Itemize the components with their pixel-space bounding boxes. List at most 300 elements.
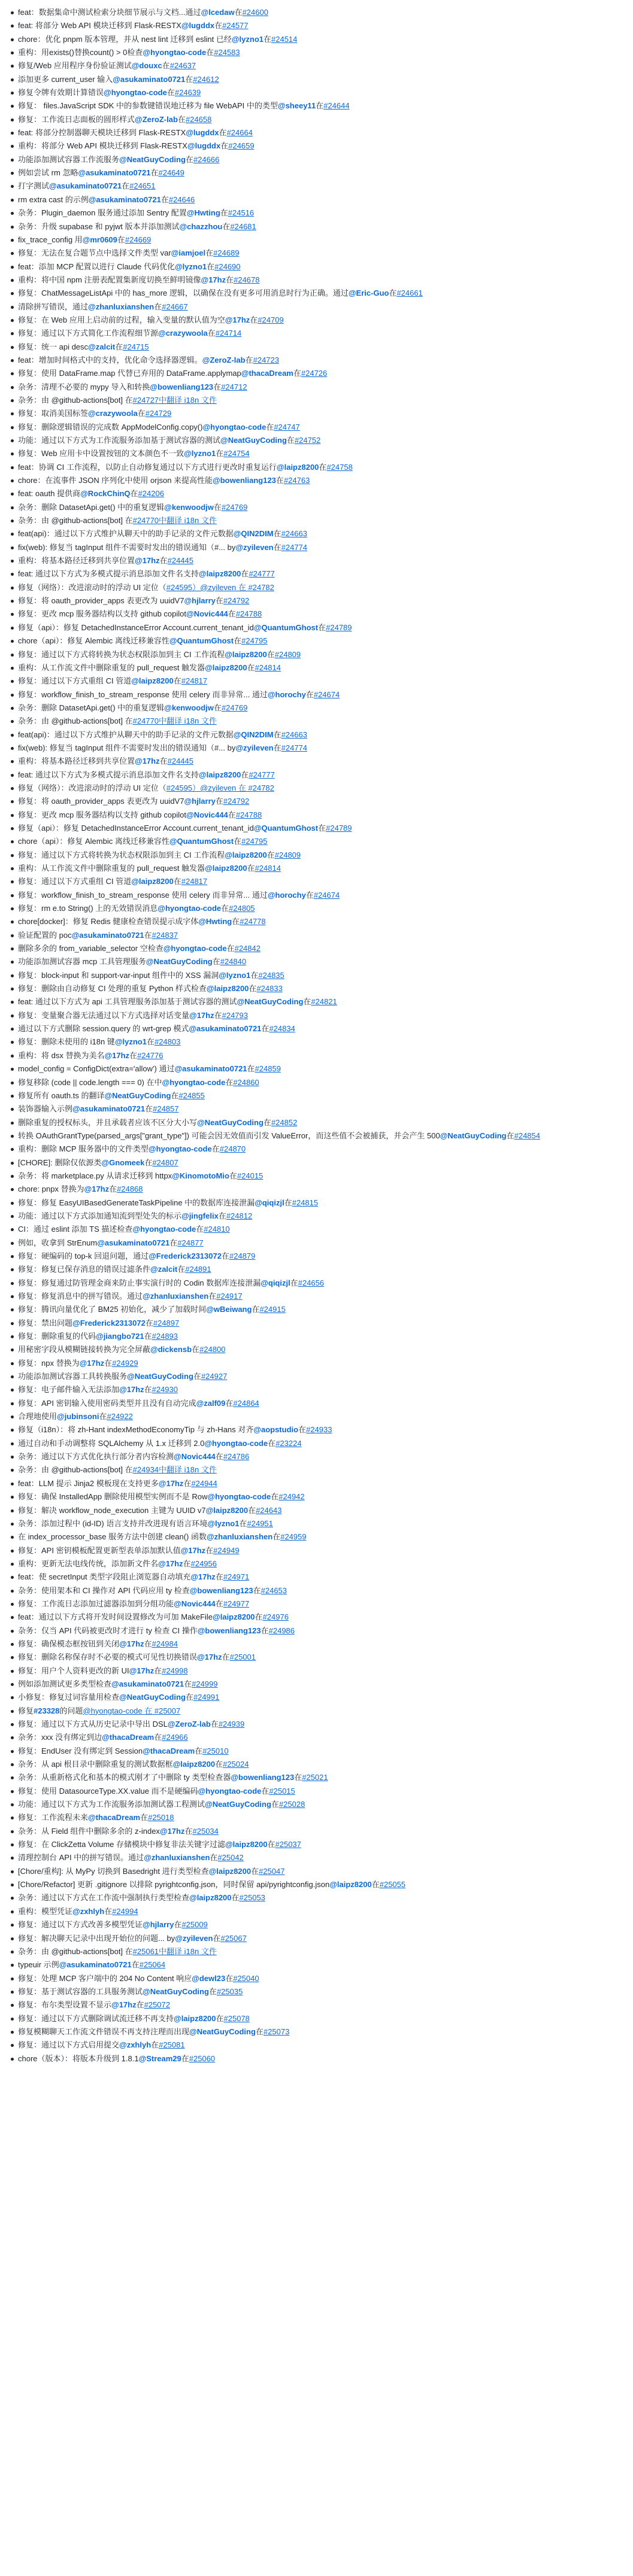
- pr-link[interactable]: #24999: [192, 1679, 218, 1688]
- pr-link[interactable]: #24966: [162, 1733, 188, 1742]
- author-link[interactable]: @NeatGuyCoding: [119, 154, 186, 164]
- author-link[interactable]: @thacaDream: [241, 369, 293, 378]
- author-link[interactable]: @zhanluxianshen: [144, 1853, 210, 1863]
- pr-link[interactable]: #24877: [177, 1238, 204, 1247]
- pr-link[interactable]: #24651: [129, 181, 156, 191]
- author-link[interactable]: @laipz8200: [174, 2013, 216, 2023]
- author-link[interactable]: @zhanluxianshen: [88, 302, 155, 311]
- author-link[interactable]: @laipz8200: [131, 877, 174, 886]
- pr-link[interactable]: #25040: [233, 1973, 259, 1983]
- author-link[interactable]: @aopstudio: [253, 1425, 299, 1435]
- pr-link[interactable]: #24770中翻译 i18n 文件: [132, 716, 217, 726]
- pr-link[interactable]: #24805: [229, 904, 255, 913]
- pr-link[interactable]: #25067: [220, 1933, 247, 1943]
- pr-link[interactable]: #24729: [145, 409, 172, 418]
- author-link[interactable]: @NeatGuyCoding: [197, 1117, 264, 1127]
- author-link[interactable]: @Hwting: [198, 917, 232, 926]
- author-link[interactable]: @laipz8200: [205, 663, 247, 672]
- author-link[interactable]: @laipz8200: [198, 770, 241, 779]
- author-link[interactable]: @jingfelix: [181, 1211, 219, 1220]
- author-link[interactable]: @QuantumGhost: [253, 823, 319, 833]
- pr-link[interactable]: #24769: [221, 703, 248, 712]
- pr-link[interactable]: #24681: [230, 221, 256, 231]
- author-link[interactable]: @NeatGuyCoding: [143, 1986, 209, 1996]
- pr-link[interactable]: #24674: [313, 890, 340, 900]
- pr-link[interactable]: #24930: [152, 1385, 178, 1395]
- author-link[interactable]: @lugddx: [187, 141, 221, 151]
- pr-link[interactable]: #24674: [313, 689, 340, 699]
- pr-link[interactable]: #24637: [169, 61, 196, 71]
- pr-link[interactable]: #24893: [152, 1332, 178, 1341]
- author-link[interactable]: #23328: [34, 1706, 60, 1715]
- author-link[interactable]: @sheey11: [277, 101, 316, 111]
- pr-link[interactable]: #24809: [274, 850, 301, 859]
- pr-link[interactable]: #24944: [191, 1478, 217, 1488]
- author-link[interactable]: @laipz8200: [131, 676, 174, 686]
- author-link[interactable]: @17hz: [197, 1652, 222, 1662]
- author-link[interactable]: @ZeroZ-lab: [135, 114, 178, 124]
- author-link[interactable]: @laipz8200: [225, 649, 267, 659]
- pr-link[interactable]: #24994: [112, 1906, 138, 1916]
- pr-link[interactable]: #24834: [269, 1024, 295, 1034]
- author-link[interactable]: @laipz8200: [225, 850, 267, 859]
- pr-link[interactable]: #24833: [256, 984, 283, 994]
- pr-link[interactable]: #24656: [298, 1278, 325, 1287]
- pr-link[interactable]: #25072: [144, 2000, 170, 2010]
- pr-link[interactable]: #24809: [274, 649, 301, 659]
- pr-link[interactable]: #24612: [193, 74, 219, 84]
- pr-link[interactable]: #25035: [216, 1986, 243, 1996]
- pr-link[interactable]: #24795: [241, 636, 268, 646]
- pr-link[interactable]: #24516: [228, 208, 255, 218]
- pr-link[interactable]: #24842: [234, 944, 261, 953]
- author-link[interactable]: @hyongtao-code: [158, 904, 222, 913]
- author-link[interactable]: @zalcit: [88, 342, 116, 351]
- author-link[interactable]: @mr0609: [82, 235, 117, 244]
- pr-link[interactable]: #24595）@zyileven 在 #24782: [166, 582, 274, 592]
- pr-link[interactable]: #24959: [280, 1532, 307, 1542]
- pr-link[interactable]: #24803: [154, 1037, 181, 1047]
- author-link[interactable]: @17hz: [111, 2000, 137, 2010]
- author-link[interactable]: @Frederick2313072: [72, 1318, 146, 1328]
- author-link[interactable]: @hjlarry: [143, 1920, 174, 1930]
- author-link[interactable]: @NeatGuyCoding: [189, 2027, 256, 2036]
- pr-link[interactable]: #24812: [226, 1211, 253, 1220]
- pr-link[interactable]: #24855: [178, 1090, 205, 1100]
- pr-link[interactable]: #25042: [217, 1853, 244, 1863]
- pr-link[interactable]: #24897: [153, 1318, 180, 1328]
- author-link[interactable]: @thacaDream: [88, 1813, 141, 1822]
- author-link[interactable]: @17hz: [189, 1010, 214, 1020]
- author-link[interactable]: @Novic444: [174, 1452, 216, 1462]
- pr-link[interactable]: #24933: [306, 1425, 332, 1435]
- author-link[interactable]: @hyongtao-code: [143, 48, 207, 57]
- pr-link[interactable]: #24666: [193, 154, 220, 164]
- author-link[interactable]: @17hz: [79, 1358, 105, 1368]
- author-link[interactable]: @Novic444: [186, 810, 228, 819]
- pr-link[interactable]: #24951: [247, 1518, 273, 1528]
- author-link[interactable]: @17hz: [119, 1385, 144, 1395]
- author-link[interactable]: @hyongtao-code: [132, 1225, 196, 1234]
- author-link[interactable]: @lyzno1: [231, 34, 264, 44]
- pr-link[interactable]: #24763: [283, 476, 310, 485]
- author-link[interactable]: @asukaminato0721: [174, 1064, 247, 1074]
- pr-link[interactable]: #24971: [223, 1572, 250, 1582]
- pr-link[interactable]: #24789: [326, 823, 352, 833]
- author-link[interactable]: @17hz: [119, 1639, 144, 1648]
- author-link[interactable]: @qiqizjl: [261, 1278, 290, 1287]
- pr-link[interactable]: #24577: [222, 21, 249, 31]
- pr-link[interactable]: #24689: [213, 248, 240, 258]
- author-link[interactable]: @asukaminato0721: [78, 168, 151, 178]
- author-link[interactable]: @douxc: [131, 61, 162, 71]
- pr-link[interactable]: #25015: [269, 1786, 295, 1796]
- pr-link[interactable]: #24714: [215, 329, 242, 338]
- author-link[interactable]: @zyileven: [175, 1933, 213, 1943]
- pr-link[interactable]: #24690: [214, 262, 241, 271]
- pr-link[interactable]: #24669: [125, 235, 152, 244]
- author-link[interactable]: @hyongtao-code: [204, 1438, 268, 1448]
- pr-link[interactable]: #24445: [167, 556, 193, 566]
- author-link[interactable]: @NeatGuyCoding: [237, 997, 304, 1007]
- author-link[interactable]: @Novic444: [174, 1599, 216, 1608]
- pr-link[interactable]: #24747: [274, 422, 300, 432]
- author-link[interactable]: @horochy: [267, 890, 306, 900]
- author-link[interactable]: @lcedaw: [201, 8, 235, 17]
- author-link[interactable]: @chazzhou: [179, 221, 223, 231]
- pr-link[interactable]: #25064: [139, 1960, 166, 1970]
- author-link[interactable]: @jiangbo721: [96, 1332, 144, 1341]
- author-link[interactable]: @Frederick2313072: [149, 1251, 222, 1260]
- pr-link[interactable]: #24726: [301, 369, 328, 378]
- author-link[interactable]: @laipz8200: [205, 864, 247, 873]
- author-link[interactable]: @asukaminato0721: [97, 1238, 170, 1247]
- pr-link[interactable]: #25055: [379, 1880, 406, 1890]
- author-link[interactable]: @kenwoodjw: [164, 502, 214, 512]
- author-link[interactable]: @Hwting: [186, 208, 220, 218]
- author-link[interactable]: @zalcit: [150, 1265, 178, 1274]
- pr-link[interactable]: #24835: [258, 970, 284, 980]
- author-link[interactable]: @Gnomeek: [101, 1158, 145, 1167]
- author-link[interactable]: @hyongtao-code: [162, 1077, 226, 1087]
- pr-link[interactable]: #24986: [268, 1626, 295, 1635]
- pr-link[interactable]: #24776: [137, 1050, 163, 1060]
- author-link[interactable]: @ZeroZ-lab: [202, 355, 246, 364]
- pr-link[interactable]: #24709: [258, 315, 284, 324]
- pr-link[interactable]: #25073: [263, 2027, 290, 2036]
- author-link[interactable]: @bowenliang123: [189, 1585, 253, 1595]
- author-link[interactable]: @NeatGuyCoding: [119, 1693, 186, 1702]
- pr-link[interactable]: #24879: [229, 1251, 256, 1260]
- pr-link[interactable]: #24758: [326, 462, 353, 472]
- author-link[interactable]: @laipz8200: [206, 984, 249, 994]
- pr-link[interactable]: #24795: [241, 837, 268, 846]
- author-link[interactable]: @17hz: [159, 1826, 185, 1836]
- pr-link[interactable]: #24661: [396, 288, 423, 298]
- pr-link[interactable]: #25037: [275, 1840, 301, 1849]
- pr-link[interactable]: #24754: [223, 449, 250, 458]
- pr-link[interactable]: #24929: [112, 1358, 138, 1368]
- pr-link[interactable]: #24852: [271, 1117, 298, 1127]
- pr-link[interactable]: #24807: [152, 1158, 178, 1167]
- author-link[interactable]: @RockChinQ: [80, 489, 131, 499]
- pr-link[interactable]: #25078: [223, 2013, 250, 2023]
- pr-link[interactable]: #24664: [226, 128, 253, 138]
- pr-link[interactable]: #24770中翻译 i18n 文件: [132, 516, 217, 525]
- author-link[interactable]: @hyongtao-code: [148, 1144, 212, 1154]
- pr-link[interactable]: #24977: [223, 1599, 250, 1608]
- author-link[interactable]: @wBeiwang: [206, 1305, 252, 1314]
- author-link[interactable]: @lyzno1: [184, 449, 216, 458]
- pr-link[interactable]: #24789: [326, 622, 352, 632]
- pr-link[interactable]: #25024: [223, 1760, 249, 1769]
- pr-link[interactable]: #24659: [228, 141, 255, 151]
- pr-link[interactable]: #24786: [223, 1452, 250, 1462]
- author-link[interactable]: @NeatGuyCoding: [440, 1131, 507, 1140]
- pr-link[interactable]: #24984: [152, 1639, 178, 1648]
- author-link[interactable]: @laipz8200: [276, 462, 319, 472]
- author-link[interactable]: @dewl23: [192, 1973, 226, 1983]
- pr-link[interactable]: #24939: [218, 1720, 245, 1729]
- author-link[interactable]: @asukaminato0721: [72, 1104, 146, 1114]
- author-link[interactable]: @QIN2DIM: [233, 529, 274, 539]
- author-link[interactable]: @hyongtao-code: [163, 944, 227, 953]
- pr-link[interactable]: #24864: [233, 1398, 259, 1408]
- author-link[interactable]: @hyongtao-code: [202, 422, 266, 432]
- author-link[interactable]: @lugddx: [181, 21, 215, 31]
- pr-link[interactable]: #24817: [181, 676, 208, 686]
- author-link[interactable]: @QuantumGhost: [169, 837, 234, 846]
- pr-link[interactable]: #24777: [249, 770, 275, 779]
- author-link[interactable]: @thacaDream: [143, 1746, 195, 1755]
- author-link[interactable]: @crazywoola: [88, 409, 138, 418]
- pr-link[interactable]: #24778: [240, 917, 266, 926]
- author-link[interactable]: @hjlarry: [184, 797, 216, 806]
- pr-link[interactable]: #24788: [235, 609, 262, 619]
- pr-link[interactable]: #25034: [192, 1826, 219, 1836]
- author-link[interactable]: @17hz: [84, 1184, 110, 1194]
- pr-link[interactable]: #24814: [255, 864, 281, 873]
- author-link[interactable]: @asukaminato0721: [88, 195, 161, 204]
- pr-link[interactable]: #23224: [275, 1438, 302, 1448]
- pr-link[interactable]: #24934中翻译 i18n 文件: [132, 1465, 217, 1475]
- pr-link[interactable]: #24600: [242, 8, 268, 17]
- pr-link[interactable]: #24653: [261, 1585, 287, 1595]
- author-link[interactable]: @hjlarry: [184, 596, 216, 606]
- pr-link[interactable]: #24445: [167, 757, 193, 766]
- author-link[interactable]: @17hz: [225, 315, 250, 324]
- pr-link[interactable]: #24915: [259, 1305, 286, 1314]
- author-link[interactable]: @crazywoola: [158, 329, 208, 338]
- pr-link[interactable]: #24667: [162, 302, 188, 311]
- author-link[interactable]: @laipz8200: [329, 1880, 372, 1890]
- author-link[interactable]: @laipz8200: [189, 1893, 232, 1903]
- author-link[interactable]: @asukaminato0721: [113, 74, 186, 84]
- pr-link[interactable]: #24206: [138, 489, 164, 499]
- author-link[interactable]: @hyongtao-code: [198, 1786, 262, 1796]
- pr-link[interactable]: #25018: [148, 1813, 174, 1822]
- author-link[interactable]: @laipz8200: [198, 569, 241, 579]
- author-link[interactable]: @NeatGuyCoding: [220, 436, 287, 445]
- author-link[interactable]: @ZeroZ-lab: [167, 1720, 211, 1729]
- author-link[interactable]: @zxhlyh: [72, 1906, 105, 1916]
- author-link[interactable]: @hyongtao-code: [207, 1492, 271, 1502]
- pr-link[interactable]: #24723: [253, 355, 279, 364]
- pr-link[interactable]: #24793: [222, 1010, 248, 1020]
- author-link[interactable]: @17hz: [190, 1572, 216, 1582]
- author-link[interactable]: @horochy: [267, 689, 306, 699]
- pr-link[interactable]: #24859: [255, 1064, 281, 1074]
- author-link[interactable]: @bowenliang123: [213, 476, 276, 485]
- pr-link[interactable]: #25061中翻译 i18n 文件: [132, 1946, 217, 1956]
- pr-link[interactable]: #24814: [255, 663, 281, 672]
- author-link[interactable]: @NeatGuyCoding: [127, 1372, 193, 1381]
- pr-link[interactable]: #25009: [181, 1920, 208, 1930]
- author-link[interactable]: @thacaDream: [102, 1733, 155, 1742]
- pr-link[interactable]: #25047: [259, 1866, 285, 1876]
- author-link[interactable]: @asukaminato0721: [189, 1024, 262, 1034]
- author-link[interactable]: @asukaminato0721: [49, 181, 122, 191]
- author-link[interactable]: @17hz: [180, 1545, 206, 1555]
- pr-link[interactable]: #24868: [117, 1184, 143, 1194]
- author-link[interactable]: @laipz8200: [208, 1866, 252, 1876]
- author-link[interactable]: @QuantumGhost: [253, 622, 319, 632]
- author-link[interactable]: @17hz: [135, 757, 160, 766]
- pr-link[interactable]: #24644: [323, 101, 350, 111]
- pr-link[interactable]: #24810: [204, 1225, 230, 1234]
- author-link[interactable]: @17hz: [135, 556, 160, 566]
- pr-link[interactable]: #24727中翻译 i18n 文件: [132, 395, 217, 405]
- pr-link[interactable]: #24815: [292, 1198, 319, 1207]
- author-link[interactable]: @laipz8200: [205, 1505, 249, 1515]
- author-link[interactable]: @17hz: [201, 275, 226, 284]
- pr-link[interactable]: #24956: [190, 1559, 217, 1568]
- pr-link[interactable]: #24639: [174, 88, 201, 98]
- author-link[interactable]: @bowenliang123: [231, 1773, 295, 1782]
- pr-link[interactable]: #24976: [262, 1612, 289, 1622]
- author-link[interactable]: @lyzno1: [114, 1037, 147, 1047]
- pr-link[interactable]: #24774: [281, 542, 308, 552]
- pr-link[interactable]: #24840: [220, 957, 247, 967]
- pr-link[interactable]: #25060: [189, 2053, 216, 2063]
- pr-link[interactable]: #25021: [302, 1773, 328, 1782]
- pr-link[interactable]: #24927: [201, 1372, 228, 1381]
- pr-link[interactable]: #25001: [229, 1652, 256, 1662]
- pr-link[interactable]: #24769: [221, 502, 248, 512]
- author-link[interactable]: @zalf09: [196, 1398, 226, 1408]
- author-link[interactable]: @zyileven: [235, 743, 274, 752]
- author-link[interactable]: @17hz: [158, 1478, 184, 1488]
- author-link[interactable]: @bowenliang123: [197, 1626, 261, 1635]
- pr-link[interactable]: #24646: [168, 195, 195, 204]
- author-link[interactable]: @zxhlyh: [119, 2040, 152, 2050]
- author-link[interactable]: @zyileven: [235, 542, 274, 552]
- pr-link[interactable]: #24658: [185, 114, 212, 124]
- author-link[interactable]: @Novic444: [186, 609, 228, 619]
- pr-link[interactable]: #24663: [281, 529, 307, 539]
- author-link[interactable]: @17hz: [104, 1050, 130, 1060]
- pr-link[interactable]: #24891: [185, 1265, 211, 1274]
- author-link[interactable]: @qiqizjl: [255, 1198, 284, 1207]
- pr-link[interactable]: #24949: [213, 1545, 240, 1555]
- author-link[interactable]: @QuantumGhost: [169, 636, 234, 646]
- author-link[interactable]: @Eric-Guo: [348, 288, 389, 298]
- author-link[interactable]: @laipz8200: [172, 1760, 216, 1769]
- author-link[interactable]: @zhanluxianshen: [207, 1532, 273, 1542]
- pr-link[interactable]: #24774: [281, 743, 308, 752]
- author-link[interactable]: @laipz8200: [225, 1840, 268, 1849]
- author-link[interactable]: @asukaminato0721: [71, 930, 144, 940]
- author-link[interactable]: @NeatGuyCoding: [205, 1800, 271, 1809]
- pr-link[interactable]: #24837: [152, 930, 178, 940]
- pr-link[interactable]: #24792: [223, 797, 250, 806]
- pr-link[interactable]: #25010: [202, 1746, 229, 1755]
- pr-link[interactable]: @hyongtao-code 在 #25007: [83, 1706, 181, 1715]
- pr-link[interactable]: #24777: [249, 569, 275, 579]
- author-link[interactable]: @asukaminato0721: [59, 1960, 132, 1970]
- pr-link[interactable]: #24595）@zyileven 在 #24782: [166, 783, 274, 792]
- pr-link[interactable]: #24715: [123, 342, 149, 351]
- pr-link[interactable]: #24857: [153, 1104, 179, 1114]
- pr-link[interactable]: #24514: [271, 34, 298, 44]
- author-link[interactable]: @Stream29: [138, 2053, 181, 2063]
- pr-link[interactable]: #24821: [311, 997, 337, 1007]
- pr-link[interactable]: #24917: [216, 1292, 243, 1301]
- pr-link[interactable]: #24942: [278, 1492, 305, 1502]
- pr-link[interactable]: #24643: [256, 1505, 282, 1515]
- author-link[interactable]: @NeatGuyCoding: [146, 957, 213, 967]
- pr-link[interactable]: #24922: [107, 1412, 133, 1421]
- pr-link[interactable]: #25028: [278, 1800, 305, 1809]
- author-link[interactable]: @lyzno1: [219, 970, 251, 980]
- author-link[interactable]: @lyzno1: [174, 262, 207, 271]
- author-link[interactable]: @jubinsoni: [57, 1412, 99, 1421]
- pr-link[interactable]: #24870: [219, 1144, 246, 1154]
- author-link[interactable]: @kenwoodjw: [164, 703, 214, 712]
- author-link[interactable]: @hyongtao-code: [104, 88, 167, 98]
- author-link[interactable]: @zhanluxianshen: [143, 1292, 209, 1301]
- pr-link[interactable]: #25053: [239, 1893, 265, 1903]
- pr-link[interactable]: #24817: [181, 877, 208, 886]
- pr-link[interactable]: #25081: [159, 2040, 185, 2050]
- pr-link[interactable]: #24800: [199, 1345, 226, 1354]
- pr-link[interactable]: #24788: [235, 810, 262, 819]
- author-link[interactable]: @QIN2DIM: [233, 730, 274, 739]
- pr-link[interactable]: #24752: [294, 436, 321, 445]
- author-link[interactable]: @dickensb: [150, 1345, 192, 1354]
- pr-link[interactable]: #24860: [233, 1077, 259, 1087]
- author-link[interactable]: @KinomotoMio: [172, 1171, 229, 1180]
- pr-link[interactable]: #24583: [214, 48, 240, 57]
- author-link[interactable]: @iamjoel: [171, 248, 206, 258]
- author-link[interactable]: @NeatGuyCoding: [104, 1090, 171, 1100]
- pr-link[interactable]: #24712: [221, 382, 247, 391]
- author-link[interactable]: @laipz8200: [213, 1612, 255, 1622]
- pr-link[interactable]: #24678: [234, 275, 260, 284]
- pr-link[interactable]: #24649: [158, 168, 184, 178]
- pr-link[interactable]: #24991: [193, 1693, 220, 1702]
- author-link[interactable]: @lyzno1: [207, 1518, 240, 1528]
- author-link[interactable]: @asukaminato0721: [111, 1679, 184, 1688]
- pr-link[interactable]: #24792: [223, 596, 250, 606]
- pr-link[interactable]: #24998: [162, 1666, 188, 1675]
- author-link[interactable]: @lugddx: [186, 128, 219, 138]
- author-link[interactable]: @bowenliang123: [150, 382, 214, 391]
- author-link[interactable]: @17hz: [158, 1559, 183, 1568]
- pr-link[interactable]: #24854: [514, 1131, 540, 1140]
- author-link[interactable]: @17hz: [129, 1666, 155, 1675]
- pr-link[interactable]: #24663: [281, 730, 307, 739]
